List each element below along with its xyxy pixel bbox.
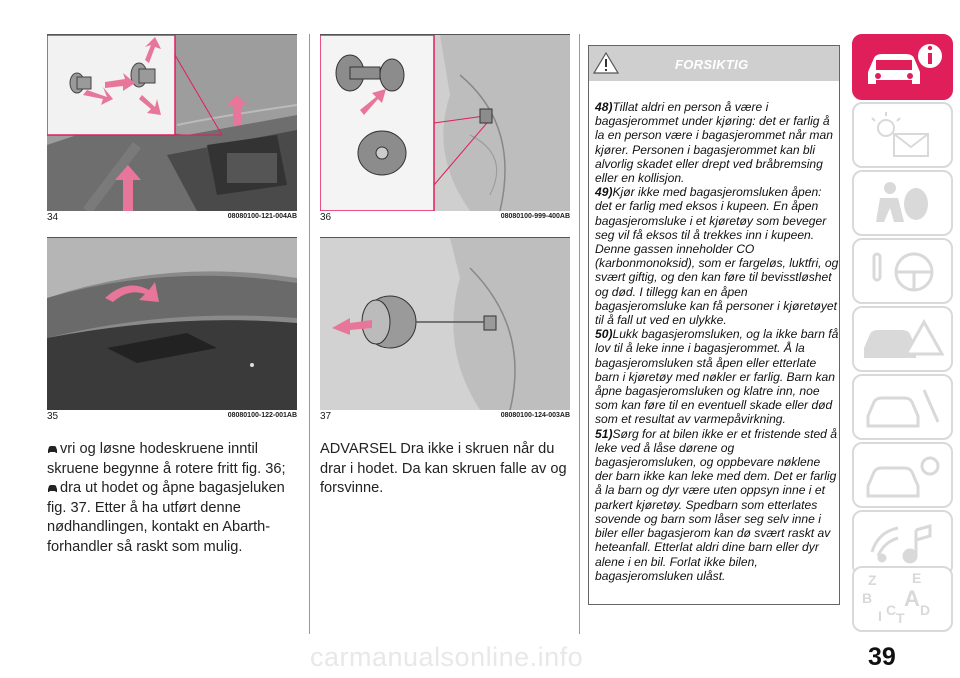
- figure-number: 35: [47, 411, 59, 422]
- car-bullet-icon: [47, 445, 58, 454]
- safety-airbag-icon: [854, 172, 951, 234]
- steering-wheel-icon: [854, 240, 951, 302]
- caution-item: 48)Tillat aldri en person å være i bagasjerommet under kjøring: det er farlig å la en person være i bagasjerommet når man kjører. Personen i bagasjerommet kan bli alvorlig skadet eller drept ved bråbremsing eller en kollisjon.: [595, 100, 833, 186]
- page-number: 39: [868, 643, 896, 671]
- technical-data-icon: [854, 444, 951, 506]
- instructions-text: [47, 440, 302, 558]
- figure-35-caption: [47, 411, 297, 422]
- figure-37-image: [320, 237, 570, 410]
- figure-number: 37: [320, 411, 332, 422]
- caution-header: [589, 46, 839, 81]
- sidebar-tab-driving[interactable]: [852, 238, 953, 304]
- watermark: carmanualsonline.info: [310, 642, 584, 672]
- caution-item: 50)Lukk bagasjeromsluken, og la ikke barn få lov til å leke inne i bagasjerommet. Å la bagasjeromsluken stå åpen eller etterlate barn i kjøretøy med nøkler er farlig. Barn kan åpne bagasjeromsluken og klatre inn, noe som kan føre til en eventuell skade eller død som et resultat av varmepåvirkning.: [595, 327, 839, 427]
- caution-box: [588, 45, 840, 605]
- sidebar-tab-warning-lights[interactable]: [852, 102, 953, 168]
- index-letter: Z: [868, 572, 877, 588]
- figure-code: 08080100-999-400AB: [500, 213, 570, 220]
- figure-36-image: [320, 34, 570, 211]
- figure-34-image: [47, 34, 297, 211]
- sidebar-tab-index[interactable]: [852, 566, 953, 632]
- caution-item: 49)Kjør ikke med bagasjeromsluken åpen: det er farlig med eksos i kupeen. En åpen bagasjeromsluke i et kjøretøy som beveger seg vil få eksos til å trekkes inn i kupeen. Denne gassen inneholder CO (karbonmonoksid), som er fargeløs, luktfri, og svært giftig, og den kan føre til bevisstløshet og død. I tillegg kan en åpen bagasjeromsluke kan få personer i kjøretøyet til å fall ut ved en ulykke.: [595, 185, 839, 328]
- index-letter: T: [896, 610, 905, 626]
- sidebar-tab-technical-data[interactable]: [852, 442, 953, 508]
- breakdown-icon: [854, 308, 951, 370]
- index-letter: E: [912, 570, 922, 586]
- maintenance-icon: [854, 376, 951, 438]
- caution-title: FORSIKTIG: [675, 57, 749, 72]
- warning-triangle-icon: [593, 51, 619, 75]
- caution-item: 51)Sørg for at bilen ikke er et fristende sted å leke ved å låse dørene og bagasjeromsluken, og oppbevare nøklene der barn ikke kan leke med dem. Det er farlig å la barn og dyr være uten oppsyn inne i et parkert kjøretøy. Spedbarn som etterlates sovende og barn som låser seg selv inne i biler eller bagasjerom kan dø svært raskt av heteanfall. Etterlat aldri dine barn eller dyr alene i en bil. Forlat ikke bilen, bagasjeromsluken ulåst.: [595, 426, 837, 583]
- caution-text: [595, 100, 839, 583]
- sidebar-tab-maintenance[interactable]: [852, 374, 953, 440]
- figure-code: 08080100-122-001AB: [227, 412, 297, 419]
- multimedia-icon: [854, 512, 951, 574]
- advarsel-note: ADVARSEL Dra ikke i skruen når du drar i hodet. Da kan skruen falle av og forsvinne.: [320, 441, 567, 497]
- index-letter: I: [878, 608, 882, 624]
- column-divider: [579, 34, 580, 634]
- figure-34-caption: [47, 212, 297, 223]
- figure-37-caption: [320, 411, 570, 422]
- figure-number: 34: [47, 212, 59, 223]
- car-bullet-icon: [47, 484, 58, 493]
- figure-code: 08080100-124-003AB: [500, 412, 570, 419]
- sidebar-tab-safety[interactable]: [852, 170, 953, 236]
- sidebar-tab-breakdown[interactable]: [852, 306, 953, 372]
- sidebar-tab-car-info[interactable]: [852, 34, 953, 100]
- index-letter: D: [920, 602, 931, 618]
- instruction-step-1: vri og løsne hodeskruene inntil skruene begynne å rotere fritt fig. 36;: [47, 441, 286, 477]
- index-letter: B: [862, 590, 873, 606]
- warning-lights-icon: [854, 104, 951, 166]
- instruction-step-2: dra ut hodet og åpne bagasjeluken fig. 37. Etter å ha utført denne nødhandlingen, kontakt en Abarth-forhandler så raskt som mulig.: [47, 480, 285, 555]
- figure-code: 08080100-121-004AB: [227, 213, 297, 220]
- index-letter: A: [904, 586, 920, 611]
- car-info-icon: [854, 36, 951, 98]
- figure-number: 36: [320, 212, 332, 223]
- index-letter: C: [886, 602, 897, 618]
- figure-36-caption: [320, 212, 570, 223]
- column-divider: [309, 34, 310, 634]
- figure-35-image: [47, 237, 297, 410]
